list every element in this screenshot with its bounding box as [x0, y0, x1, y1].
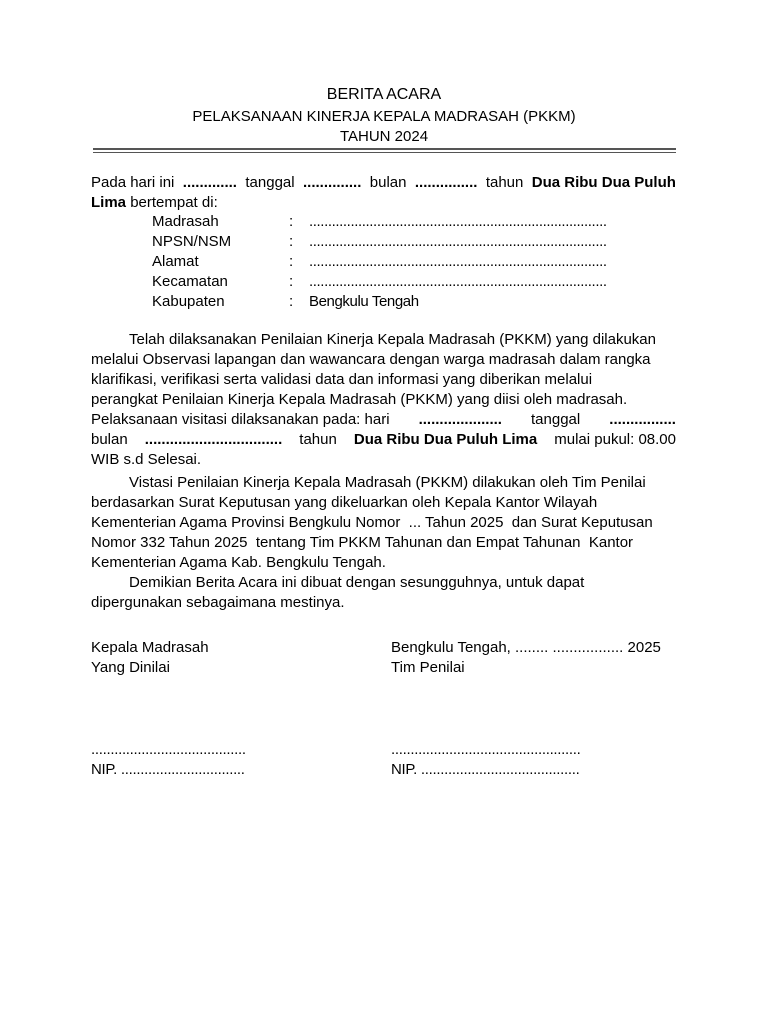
field-value: Bengkulu Tengah — [309, 293, 419, 310]
field-value: ............................................................................... — [309, 233, 607, 250]
vistasi-line — [91, 473, 676, 493]
document-subtitle: PELAKSANAAN KINERJA KEPALA MADRASAH (PKKM) — [192, 108, 576, 125]
line-text: tahun — [299, 431, 337, 448]
field-colon: : — [289, 293, 294, 310]
telah-line — [91, 330, 676, 350]
signature-left-heading — [91, 638, 209, 678]
signatory-role: Tim Penilai — [391, 659, 465, 676]
telah-line — [91, 450, 676, 470]
opening-line-2 — [91, 193, 676, 213]
visit-day-blank: .................... — [418, 411, 502, 428]
line-text: dipergunakan sebagaimana mestinya. — [91, 594, 345, 611]
field-colon: : — [289, 213, 294, 230]
vistasi-paragraph — [91, 473, 676, 573]
line-text: klarifikasi, verifikasi serta validasi data dan informasi yang diberikan melalui — [91, 371, 593, 388]
line-text: Vistasi Penilaian Kinerja Kepala Madrasah (PKKM) dilakukan oleh Tim Penilai — [129, 474, 646, 491]
document-year: TAHUN 2024 — [339, 128, 429, 145]
signature-name-blank: ........................................ — [91, 741, 246, 758]
header-rule-thick — [93, 148, 676, 150]
vistasi-line — [91, 513, 676, 533]
field-value: ............................................................................... — [309, 273, 607, 290]
line-text: melalui Observasi lapangan dan wawancara dengan warga madrasah dalam rangka — [91, 351, 651, 368]
field-label: Alamat — [152, 253, 199, 270]
field-value: ............................................................................... — [309, 253, 607, 270]
line-text: perangkat Penilaian Kinerja Kepala Madrasah (PKKM) yang diisi oleh madrasah. — [91, 391, 628, 408]
month-blank: ............... — [414, 174, 478, 191]
signature-left-block — [91, 740, 246, 780]
telah-line — [91, 430, 676, 450]
signature-name-blank: ................................................. — [391, 741, 581, 758]
opening-text: tahun — [485, 174, 524, 191]
signatory-role-sub: Yang Dinilai — [91, 659, 170, 676]
place-date-line: Bengkulu Tengah, ........ ................. 2025 — [391, 639, 661, 656]
vistasi-line — [91, 533, 676, 553]
signature-right-heading — [391, 638, 661, 678]
line-text: Pelaksanaan visitasi dilaksanakan pada: hari — [91, 411, 390, 428]
line-text: Kementerian Agama Provinsi Bengkulu Nomor ... Tahun 2025 dan Surat Keputusan — [91, 514, 653, 531]
demikian-line — [91, 573, 676, 593]
line-text: Nomor 332 Tahun 2025 tentang Tim PKKM Tahunan dan Empat Tahunan Kantor — [91, 534, 634, 551]
opening-line-1 — [91, 173, 676, 193]
demikian-line — [91, 593, 676, 613]
demikian-paragraph — [91, 573, 676, 613]
telah-line — [91, 370, 676, 390]
line-text: bulan — [91, 431, 128, 448]
nip-blank: NIP. ................................ — [91, 761, 245, 778]
line-text: Telah dilaksanakan Penilaian Kinerja Kepala Madrasah (PKKM) yang dilakukan — [129, 331, 656, 348]
telah-line — [91, 390, 676, 410]
visit-month-blank: ................................. — [144, 431, 283, 448]
field-label: Madrasah — [152, 213, 219, 230]
signatory-role: Kepala Madrasah — [91, 639, 209, 656]
year-words: Dua Ribu Dua Puluh — [531, 174, 676, 191]
year-words-cont: Lima — [91, 194, 127, 211]
line-text: tanggal — [531, 411, 581, 428]
field-label: Kecamatan — [152, 273, 228, 290]
nip-blank: NIP. ......................................... — [391, 761, 580, 778]
date-blank: .............. — [303, 174, 362, 191]
visit-date-blank: ................ — [609, 411, 676, 428]
field-value: ............................................................................... — [309, 213, 607, 230]
telah-paragraph — [91, 330, 676, 470]
document-title: BERITA ACARA — [326, 86, 442, 103]
line-text: WIB s.d Selesai. — [91, 451, 202, 468]
line-text: Demikian Berita Acara ini dibuat dengan sesungguhnya, untuk dapat — [129, 574, 585, 591]
telah-line — [91, 350, 676, 370]
signature-right-block — [391, 740, 581, 780]
line-text: Kementerian Agama Kab. Bengkulu Tengah. — [91, 554, 386, 571]
field-label: NPSN/NSM — [152, 233, 232, 250]
field-colon: : — [289, 233, 294, 250]
header-rule-thin — [93, 152, 676, 153]
field-colon: : — [289, 253, 294, 270]
visit-year-words: Dua Ribu Dua Puluh Lima — [353, 431, 538, 448]
opening-text: bulan — [369, 174, 407, 191]
line-text: mulai pukul: 08.00 — [554, 431, 676, 448]
line-text: berdasarkan Surat Keputusan yang dikeluarkan oleh Kepala Kantor Wilayah — [91, 494, 598, 511]
opening-text: tanggal — [245, 174, 295, 191]
vistasi-line — [91, 553, 676, 573]
opening-text: Pada hari ini — [91, 174, 175, 191]
telah-line — [91, 410, 676, 430]
opening-text: bertempat di: — [130, 194, 218, 211]
opening-paragraph — [91, 173, 676, 213]
field-label: Kabupaten — [152, 293, 225, 310]
field-colon: : — [289, 273, 294, 290]
day-blank: ............. — [182, 174, 237, 191]
vistasi-line — [91, 493, 676, 513]
